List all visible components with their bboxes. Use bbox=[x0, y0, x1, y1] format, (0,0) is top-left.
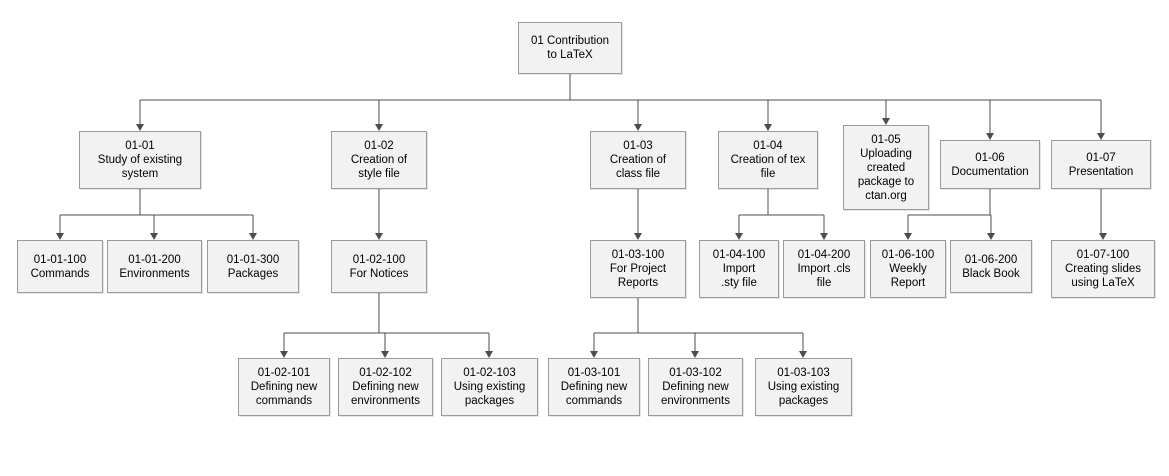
node-01-06[interactable] bbox=[940, 140, 1040, 189]
node-label-line: commands bbox=[255, 395, 313, 407]
arrow-01-05 bbox=[882, 118, 890, 125]
node-label-line: Creating slides bbox=[1064, 263, 1142, 275]
node-label-line: 01-02-103 bbox=[463, 367, 516, 379]
node-label-line: Defining new bbox=[560, 381, 628, 393]
node-root[interactable] bbox=[518, 22, 622, 74]
node-label-line: Using existing bbox=[767, 381, 840, 393]
node-label-line: 01-03 bbox=[623, 140, 653, 152]
node-label-line: 01-03-101 bbox=[567, 367, 621, 379]
node-label-line: 01-02-100 bbox=[352, 253, 406, 266]
node-label-line: 01-07 bbox=[1086, 151, 1116, 164]
node-label-line: Black Book bbox=[962, 267, 1020, 280]
node-label-line: 01-06-200 bbox=[964, 253, 1018, 266]
node-label-line: Import .cls bbox=[797, 263, 851, 275]
node-label-line: Import bbox=[722, 263, 756, 275]
node-label-line: Uploading bbox=[860, 147, 912, 160]
node-label-line: 01-01-300 bbox=[226, 253, 280, 266]
arrow-01-04-200 bbox=[820, 233, 828, 240]
node-label-line: 01-03-102 bbox=[669, 367, 722, 379]
node-label-line: file bbox=[816, 277, 832, 289]
arrow-01-03-100 bbox=[634, 233, 642, 240]
node-label-line: Creation of bbox=[350, 154, 408, 166]
node-01-05[interactable] bbox=[843, 125, 929, 210]
node-label-line: class file bbox=[615, 168, 661, 180]
arrow-01-06-100 bbox=[904, 233, 912, 240]
node-label-line: 01-04-200 bbox=[797, 249, 851, 261]
node-label-line: Weekly bbox=[889, 263, 927, 275]
arrow-01-04-100 bbox=[735, 233, 743, 240]
node-label-line: environments bbox=[660, 395, 731, 407]
node-label-line: Defining new bbox=[352, 381, 419, 393]
node-01-02[interactable] bbox=[331, 131, 427, 189]
arrow-01-04 bbox=[764, 124, 772, 131]
arrow-01-02-100 bbox=[375, 233, 383, 240]
node-label-line: For Project bbox=[609, 263, 667, 275]
node-01-04-200[interactable] bbox=[783, 240, 865, 298]
node-label-line: file bbox=[760, 168, 776, 180]
node-label-line: ctan.org bbox=[865, 189, 907, 202]
node-label-line: 01-02-102 bbox=[359, 367, 412, 379]
node-label-line: packages bbox=[464, 395, 515, 407]
node-label-line: Creation of bbox=[609, 154, 667, 166]
node-01-03-100[interactable] bbox=[590, 240, 686, 298]
node-label-line: Study of existing bbox=[97, 154, 183, 166]
node-01-01[interactable] bbox=[79, 131, 201, 189]
arrow-01-01 bbox=[136, 124, 144, 131]
node-label-line: Defining new bbox=[250, 381, 318, 393]
arrow-01-02 bbox=[375, 124, 383, 131]
arrow-01-03-102 bbox=[691, 351, 699, 358]
node-01-03-101[interactable] bbox=[548, 358, 640, 416]
node-label-line: For Notices bbox=[349, 267, 409, 280]
arrow-01-06-200 bbox=[987, 233, 995, 240]
node-01-01-300[interactable] bbox=[207, 240, 299, 293]
node-label-line: 01-01-100 bbox=[33, 253, 87, 266]
node-label-line: Environments bbox=[119, 267, 190, 280]
node-label-line: 01-06-100 bbox=[881, 249, 935, 261]
node-label-line: style file bbox=[358, 168, 400, 180]
node-label-line: Creation of tex bbox=[730, 154, 806, 166]
node-01-02-103[interactable] bbox=[441, 358, 538, 416]
node-label-line: .sty file bbox=[721, 277, 757, 289]
node-01-02-102[interactable] bbox=[338, 358, 433, 416]
node-label-line: 01-04 bbox=[753, 140, 783, 152]
arrow-01-07 bbox=[1097, 133, 1105, 140]
node-label-line: Report bbox=[890, 277, 926, 289]
arrow-01-01-100 bbox=[56, 233, 64, 240]
node-label-line: 01-02-101 bbox=[257, 367, 311, 379]
node-label-line: 01-07-100 bbox=[1076, 249, 1130, 261]
node-label-line: using LaTeX bbox=[1071, 277, 1135, 289]
node-label-line: to LaTeX bbox=[547, 49, 593, 61]
arrow-01-06 bbox=[986, 133, 994, 140]
arrow-01-03-103 bbox=[799, 351, 807, 358]
node-label-line: Reports bbox=[617, 277, 659, 289]
node-01-01-200[interactable] bbox=[107, 240, 202, 293]
node-label-line: packages bbox=[778, 395, 829, 407]
node-label-line: 01-03-100 bbox=[611, 249, 665, 261]
node-01-03-103[interactable] bbox=[755, 358, 852, 416]
arrow-01-02-102 bbox=[381, 351, 389, 358]
node-label-line: created bbox=[866, 161, 906, 174]
node-01-07-100[interactable] bbox=[1051, 240, 1155, 298]
node-01-01-100[interactable] bbox=[17, 240, 103, 293]
node-label-line: 01-01 bbox=[125, 140, 155, 152]
node-01-03[interactable] bbox=[590, 131, 686, 189]
node-label-line: Packages bbox=[227, 267, 279, 280]
arrow-01-01-300 bbox=[249, 233, 257, 240]
node-label-line: commands bbox=[565, 395, 623, 407]
arrow-01-03-101 bbox=[590, 351, 598, 358]
node-label-line: 01-01-200 bbox=[128, 253, 181, 266]
node-label-line: 01-06 bbox=[975, 151, 1005, 164]
arrow-01-02-101 bbox=[280, 351, 288, 358]
node-01-07[interactable] bbox=[1051, 140, 1151, 189]
node-label-line: Defining new bbox=[662, 381, 729, 393]
arrow-01-01-200 bbox=[150, 233, 158, 240]
node-label-line: system bbox=[121, 168, 159, 180]
arrow-01-07-100 bbox=[1099, 233, 1107, 240]
node-label-line: Documentation bbox=[951, 165, 1029, 178]
node-label-line: 01-03-103 bbox=[777, 367, 830, 379]
node-label-line: Using existing bbox=[453, 381, 526, 393]
node-label-line: Commands bbox=[30, 267, 90, 280]
node-01-03-102[interactable] bbox=[648, 358, 743, 416]
node-label-line: package to bbox=[857, 175, 915, 188]
node-label-line: 01-05 bbox=[871, 133, 901, 146]
node-01-06-100[interactable] bbox=[870, 240, 946, 298]
node-01-02-101[interactable] bbox=[238, 358, 330, 416]
arrow-01-03 bbox=[634, 124, 642, 131]
node-label-line: 01-04-100 bbox=[712, 249, 766, 261]
node-label-line: 01 Contribution bbox=[531, 35, 609, 47]
node-label-line: environments bbox=[350, 395, 421, 407]
arrow-01-02-103 bbox=[485, 351, 493, 358]
node-label-line: Presentation bbox=[1068, 165, 1134, 178]
node-01-04-100[interactable] bbox=[699, 240, 779, 298]
node-label-line: 01-02 bbox=[364, 140, 394, 152]
node-01-04[interactable] bbox=[718, 131, 818, 189]
node-01-02-100[interactable] bbox=[331, 240, 427, 293]
node-01-06-200[interactable] bbox=[950, 240, 1032, 293]
